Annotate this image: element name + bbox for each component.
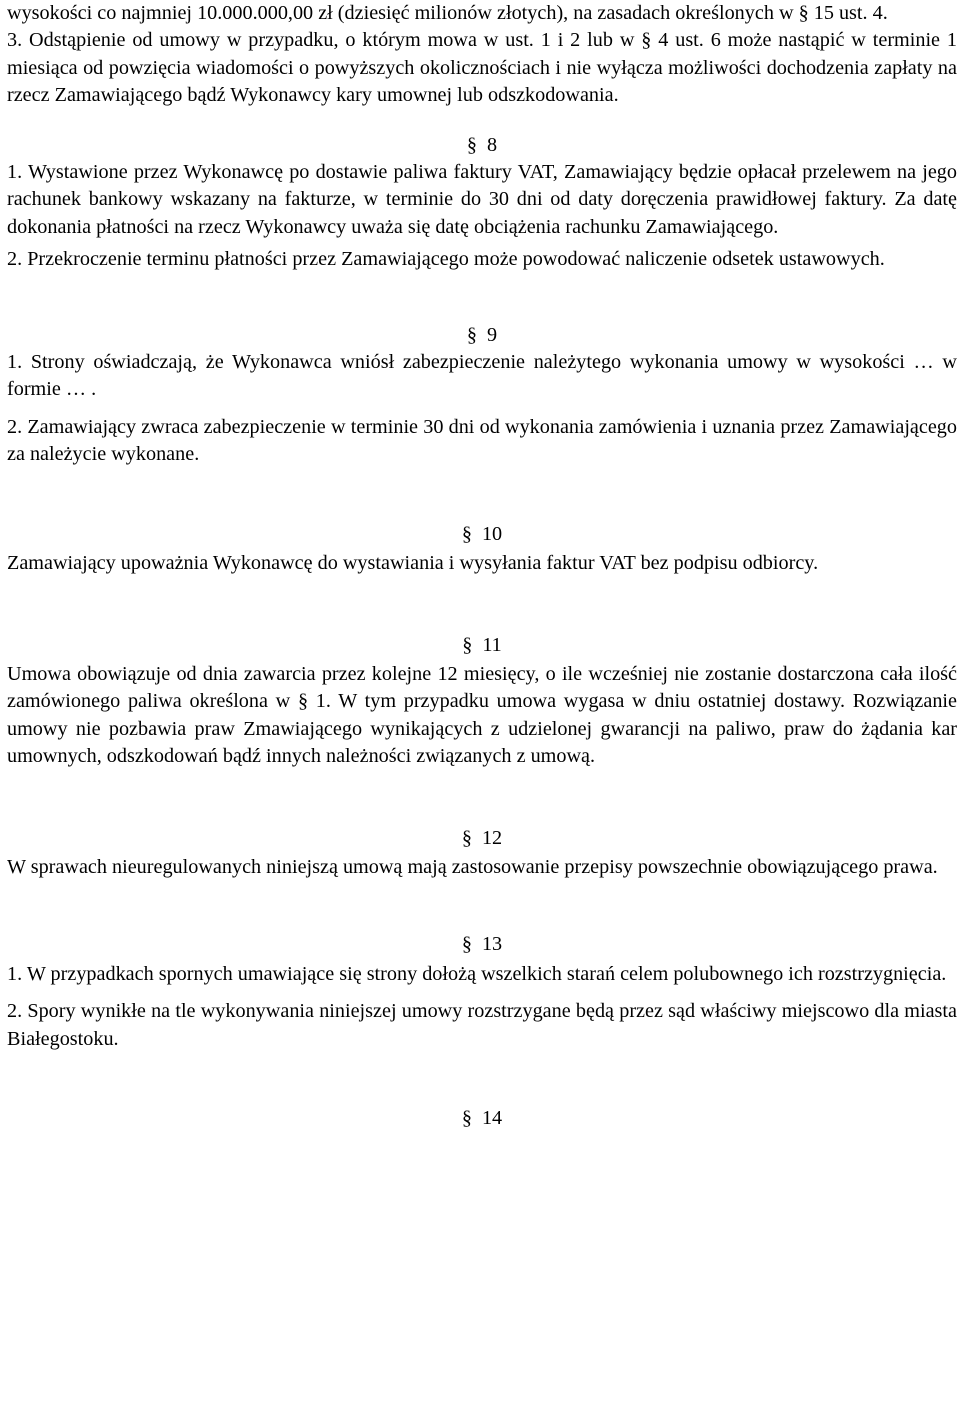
section-10-paragraph-1: Zamawiający upoważnia Wykonawcę do wystawiania i wysyłania faktur VAT bez podpisu odbiorcy. — [7, 552, 819, 575]
section-heading-14 — [7, 1105, 957, 1132]
intro-paragraph-1: wysokości co najmniej 10.000.000,00 zł (dziesięć milionów złotych), na zasadach określonych w § 15 ust. 4. — [7, 2, 888, 24]
section-9-paragraph-1: 1. Strony oświadczają, że Wykonawca wniósł zabezpieczenie należytego wykonania umowy w wysokości … w formie … . — [7, 351, 957, 401]
section-8-paragraph-1: 1. Wystawione przez Wykonawcę po dostawie paliwa faktury VAT, Zamawiający będzie opłacał przelewem na jego rachunek bankowy wskazany na fakturze, w terminie do 30 dni od daty doręczenia prawidłowej faktury. Za datę dokonania płatności na rzecz Wykonawcy uważa się datę obciążenia rachunku Zamawiającego. — [7, 161, 957, 238]
section-symbol: § — [466, 133, 477, 156]
section-number: 13 — [481, 933, 503, 956]
section-number: 8 — [487, 133, 498, 156]
section-number: 12 — [481, 826, 503, 849]
section-heading-10 — [7, 521, 957, 548]
section-symbol: § — [461, 933, 472, 956]
section-heading-9 — [7, 322, 957, 349]
section-13-paragraph-2: 2. Spory wynikłe na tle wykonywania niniejszej umowy rozstrzygane będą przez sąd właściwy miejscowo dla miasta Białegostoku. — [7, 1000, 957, 1050]
section-11-paragraph-1: Umowa obowiązuje od dnia zawarcia przez kolejne 12 miesięcy, o ile wcześniej nie zostanie dostarczona cała ilość zamówionego paliwa określona w § 1. W tym przypadku umowa wygasa w dniu ostatniej dostawy. Rozwiązanie umowy nie pozbawia praw Zmawiającego wynikających z udzielonej gwarancji na paliwo, praw do żądania kar umownych, odszkodowań bądź innych należności związanych z umową. — [7, 662, 957, 768]
section-heading-12 — [7, 825, 957, 852]
intro-paragraph-2: 3. Odstąpienie od umowy w przypadku, o którym mowa w ust. 1 i 2 lub w § 4 ust. 6 może nastąpić w terminie 1 miesiąca od powzięcia wiadomości o powyższych okolicznościach i nie wyłącza możliwości dochodzenia zapłaty na rzecz Zamawiającego bądź Wykonawcy kary umownej lub odszkodowania. — [7, 29, 957, 107]
section-number: 10 — [481, 522, 503, 545]
document-page — [7, 0, 957, 1132]
section-13-paragraph-1: 1. W przypadkach spornych umawiające się strony dołożą wszelkich starań celem polubownego ich rozstrzygnięcia. — [7, 962, 947, 985]
section-12-paragraph-1: W sprawach nieuregulowanych niniejszą umową mają zastosowanie przepisy powszechnie obowiązującego prawa. — [7, 855, 938, 878]
section-9-paragraph-2: 2. Zamawiający zwraca zabezpieczenie w terminie 30 dni od wykonania zamówienia i uznania przez Zamawiającego za należycie wykonane. — [7, 415, 957, 466]
section-heading-8 — [7, 132, 957, 159]
section-symbol: § — [461, 522, 472, 545]
section-number: 9 — [487, 323, 498, 346]
section-heading-11 — [7, 632, 957, 659]
section-symbol: § — [466, 323, 477, 346]
section-number: 14 — [481, 1106, 503, 1129]
section-number: 11 — [482, 633, 502, 656]
section-symbol: § — [461, 1106, 472, 1129]
section-symbol: § — [461, 826, 472, 849]
section-8-paragraph-2: 2. Przekroczenie terminu płatności przez Zamawiającego może powodować naliczenie odsetek ustawowych. — [7, 248, 885, 271]
section-heading-13 — [7, 931, 957, 958]
section-symbol: § — [462, 633, 473, 656]
